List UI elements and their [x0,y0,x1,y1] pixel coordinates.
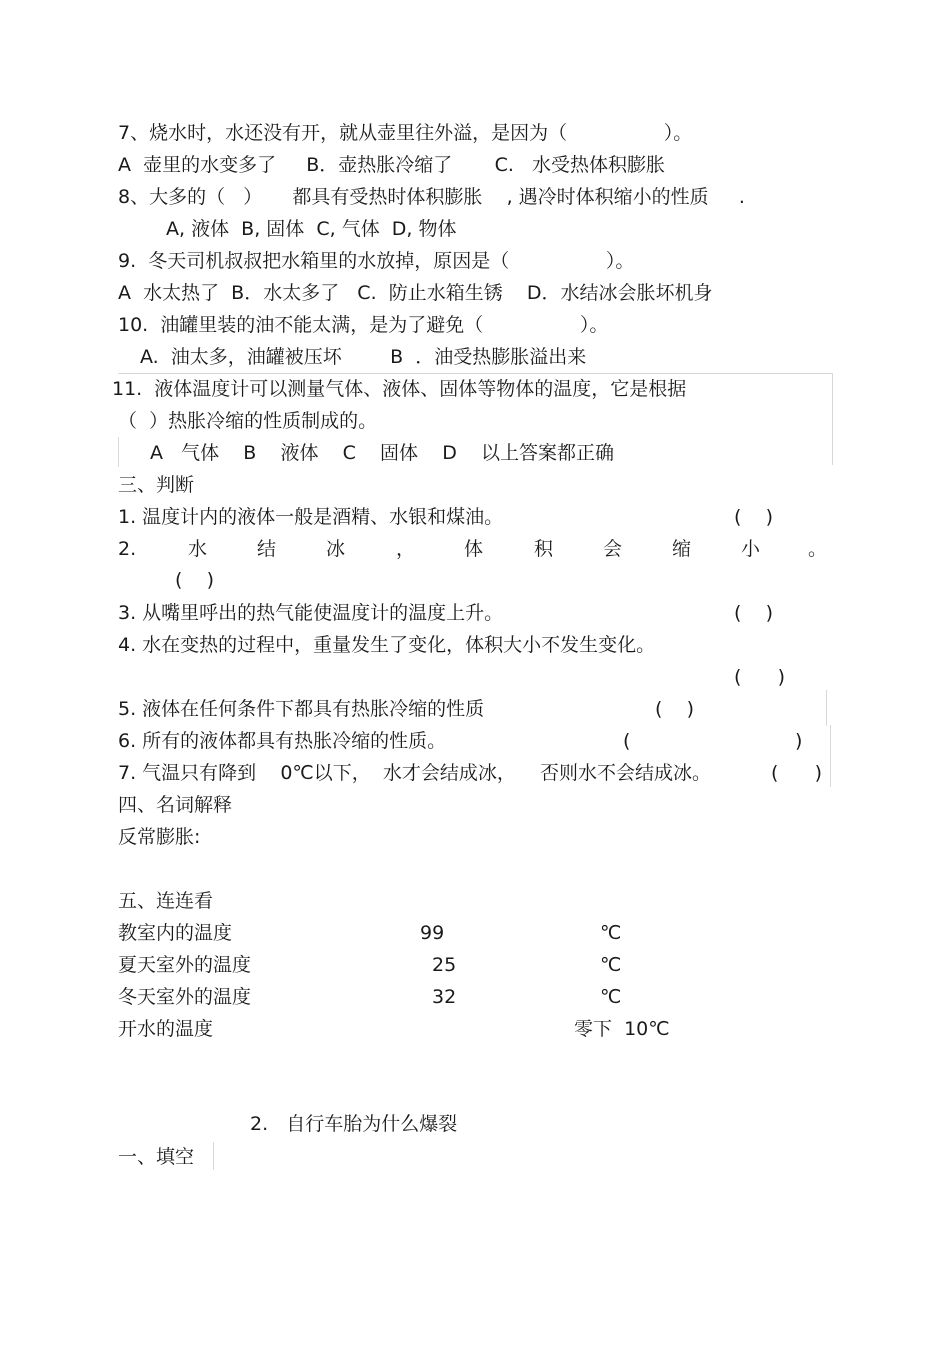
question-10-options: A. 油太多，油罐被压坏 B ．油受热膨胀溢出来 [140,346,587,368]
judge-item-2-char: 体 [464,538,484,560]
match-left-item: 夏天室外的温度 [118,954,252,976]
scan-rule [832,373,833,465]
question-7-options: A 壶里的水变多了 B．壶热胀冷缩了 C. 水受热体积膨胀 [118,154,666,176]
judge-item-6: 6. 所有的液体都具有热胀冷缩的性质。 [118,730,447,752]
judge-item-2-char: 冰 [326,538,346,560]
question-11-line2: （ ）热胀冷缩的性质制成的。 [118,410,378,432]
question-8-options: A, 液体 B, 固体 C, 气体 D, 物体 [166,218,457,240]
match-left-item: 开水的温度 [118,1018,214,1040]
match-right-item: ℃ [600,922,622,944]
section-4-title: 四、名词解释 [118,794,233,816]
match-left-item: 教室内的温度 [118,922,233,944]
scan-rule [213,1142,214,1170]
match-left-item: 冬天室外的温度 [118,986,252,1008]
question-9: 9. 冬天司机叔叔把水箱里的水放掉，原因是（ ）。 [118,250,635,272]
question-11-options: A 气体 B 液体 C 固体 D 以上答案都正确 [150,442,614,464]
judge-item-2-char: 2. [118,538,137,560]
judge-item-4-answer: ( ) [734,666,786,688]
section-5-title: 五、连连看 [118,890,214,912]
lesson-2-section-1: 一、填空 [118,1146,195,1168]
judge-item-2-char: 积 [534,538,554,560]
judge-item-1-answer: ( ) [734,506,773,528]
judge-item-2-char: 会 [603,538,623,560]
judge-item-5-answer: ( ) [655,698,694,720]
scan-rule [118,437,119,467]
judge-item-2-char: 水 [188,538,208,560]
match-mid-item: 99 [420,922,445,944]
judge-item-2-char: ， [396,538,416,560]
question-10: 10. 油罐里装的油不能太满，是为了避免（ ）。 [118,314,609,336]
match-right-item: ℃ [600,954,622,976]
judge-item-7: 7. 气温只有降到 0℃以下， 水才会结成冰， 否则水不会结成冰。 [118,762,711,784]
judge-item-7-answer: ( ) [771,762,823,784]
judge-item-2-char: 。 [808,538,828,560]
question-7: 7、烧水时，水还没有开，就从壶里往外溢，是因为（ ）。 [118,122,693,144]
judge-item-2-char: 结 [257,538,277,560]
section-3-title: 三、判断 [118,474,195,496]
judge-item-4: 4. 水在变热的过程中，重量发生了变化，体积大小不发生变化。 [118,634,656,656]
term-label: 反常膨胀: [118,826,201,848]
judge-item-5: 5. 液体在任何条件下都具有热胀冷缩的性质 [118,698,485,720]
scan-rule [118,373,833,374]
match-mid-item: 25 [432,954,457,976]
judge-item-2-char: 缩 [672,538,692,560]
match-right-item: ℃ [600,986,622,1008]
judge-item-6-answer-close: ) [795,730,803,752]
lesson-2-title: 2. 自行车胎为什么爆裂 [250,1113,458,1135]
match-right-item: 零下 10℃ [574,1018,670,1040]
scan-rule [826,690,827,726]
question-9-options: A 水太热了 B．水太多了 C. 防止水箱生锈 D．水结冰会胀坏机身 [118,282,713,304]
judge-item-6-answer-open: ( [623,730,631,752]
question-11: 11. 液体温度计可以测量气体、液体、固体等物体的温度，它是根据 [112,378,687,400]
scan-rule [830,725,831,787]
judge-item-3-answer: ( ) [734,602,773,624]
judge-item-2-char: 小 [741,538,761,560]
judge-item-2-answer: ( ) [175,569,214,591]
judge-item-1: 1. 温度计内的液体一般是酒精、水银和煤油。 [118,506,504,528]
match-mid-item: 32 [432,986,457,1008]
question-8: 8、大多的（ ） 都具有受热时体积膨胀 , 遇冷时体积缩小的性质 . [118,186,745,208]
judge-item-3: 3. 从嘴里呼出的热气能使温度计的温度上升。 [118,602,504,624]
